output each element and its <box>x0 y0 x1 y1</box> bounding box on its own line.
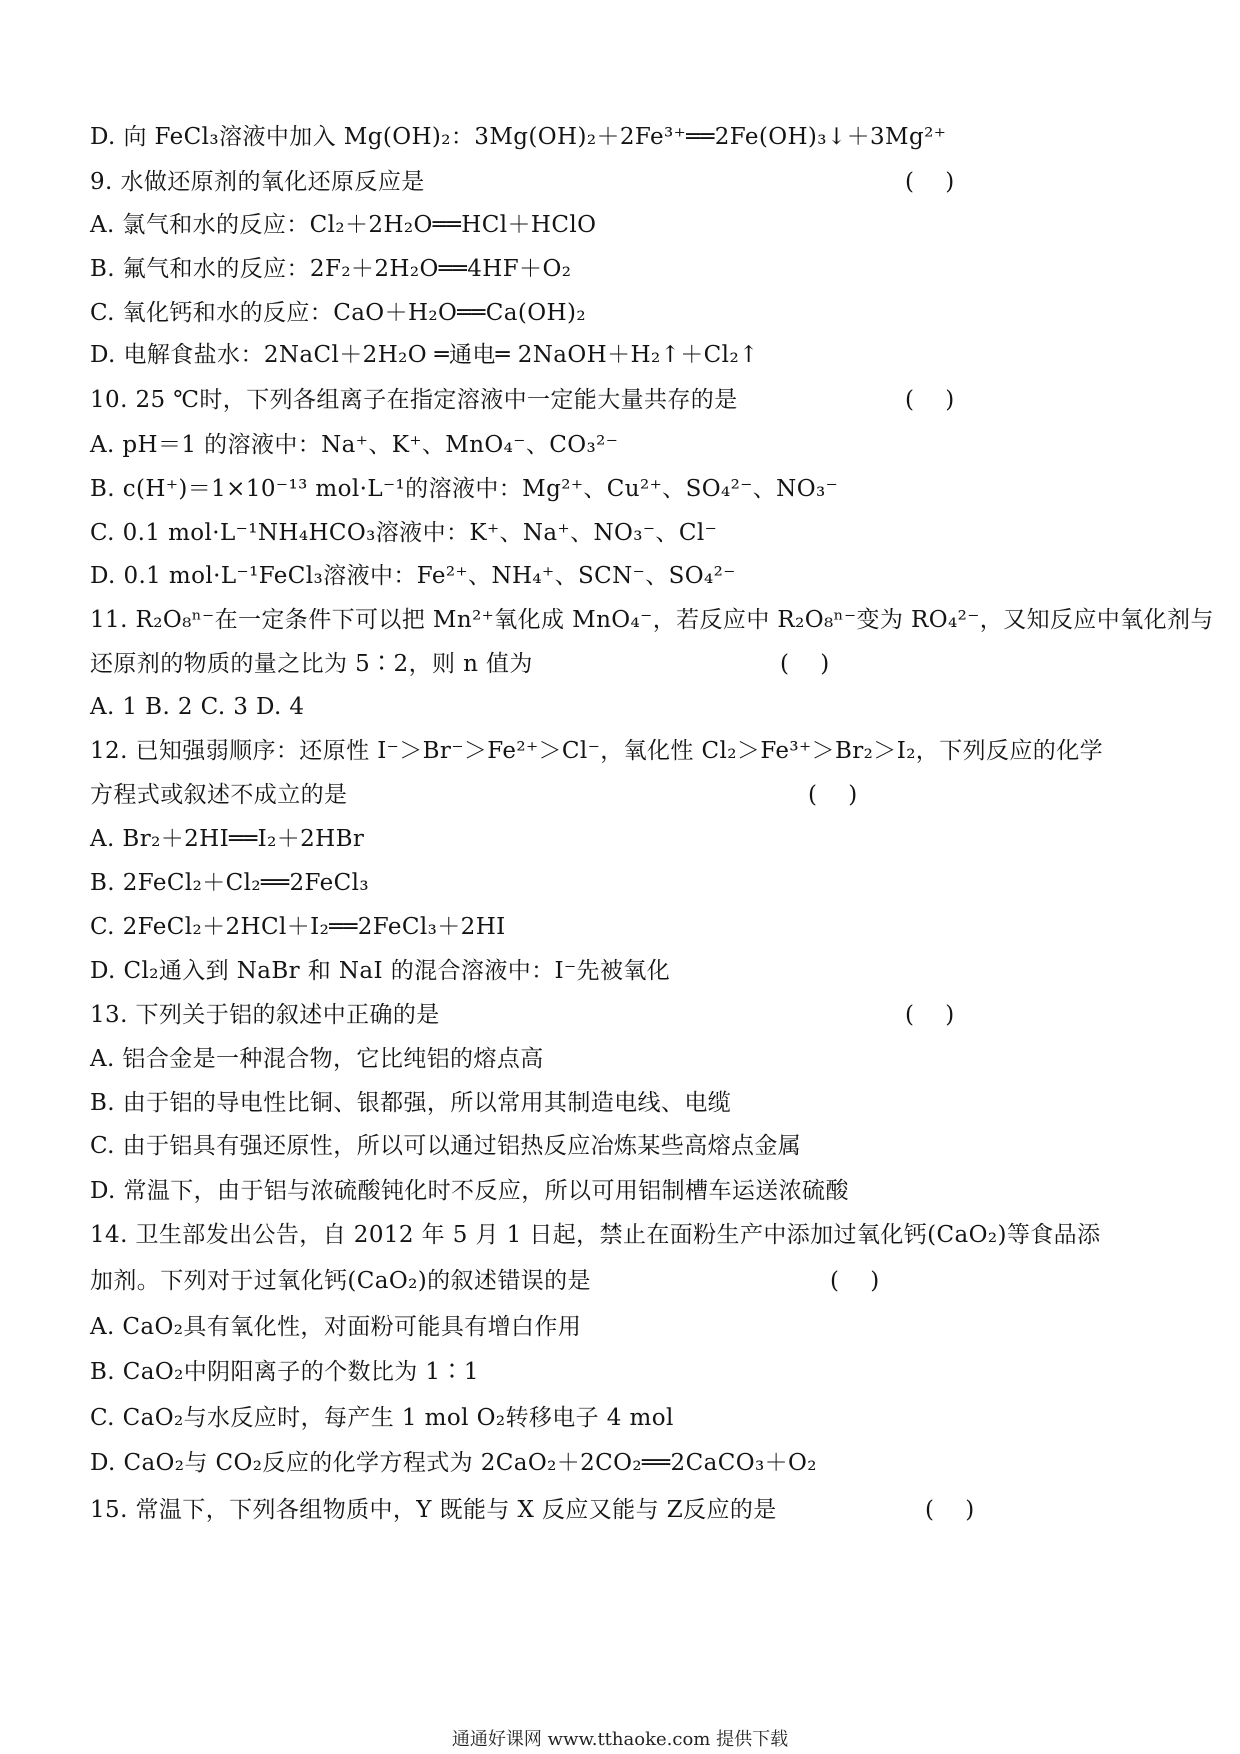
line-q9-d: D. 电解食盐水：2NaCl＋2H₂O ═通电═ 2NaOH＋H₂↑＋Cl₂↑ <box>90 342 759 368</box>
line-q14-c: C. CaO₂与水反应时，每产生 1 mol O₂转移电子 4 mol <box>90 1405 674 1431</box>
answer-bracket-q12-stem-2: ( ) <box>808 782 858 808</box>
line-q14-d: D. CaO₂与 CO₂反应的化学方程式为 2CaO₂＋2CO₂══2CaCO₃＋O₂ <box>90 1450 817 1476</box>
page-footer: 通通好课网 www.tthaoke.com 提供下载 <box>451 1729 789 1750</box>
line-q14-b: B. CaO₂中阴阳离子的个数比为 1∶1 <box>90 1359 479 1385</box>
answer-bracket-q13-stem: ( ) <box>905 1002 955 1028</box>
answer-bracket-q10-stem: ( ) <box>905 387 955 413</box>
line-q9-a: A. 氯气和水的反应：Cl₂＋2H₂O══HCl＋HClO <box>90 212 597 238</box>
line-q9-c: C. 氧化钙和水的反应：CaO＋H₂O══Ca(OH)₂ <box>90 300 586 326</box>
line-q12-a: A. Br₂＋2HI══I₂＋2HBr <box>90 826 365 852</box>
line-q10-b: B. c(H⁺)＝1×10⁻¹³ mol·L⁻¹的溶液中：Mg²⁺、Cu²⁺、SO₄²⁻、NO₃⁻ <box>90 476 839 502</box>
line-q13-c: C. 由于铝具有强还原性，所以可以通过铝热反应冶炼某些高熔点金属 <box>90 1133 802 1159</box>
line-q9-b: B. 氟气和水的反应：2F₂＋2H₂O══4HF＋O₂ <box>90 256 572 282</box>
line-q13-b: B. 由于铝的导电性比铜、银都强，所以常用其制造电线、电缆 <box>90 1090 732 1116</box>
line-q12-b: B. 2FeCl₂＋Cl₂══2FeCl₃ <box>90 870 370 896</box>
answer-bracket-q11-stem-2: ( ) <box>780 651 830 677</box>
answer-bracket-q15-stem: ( ) <box>925 1497 975 1523</box>
line-q15-stem: 15. 常温下，下列各组物质中，Y 既能与 X 反应又能与 Z反应的是 <box>90 1497 777 1523</box>
line-q8-d: D. 向 FeCl₃溶液中加入 Mg(OH)₂：3Mg(OH)₂＋2Fe³⁺══2Fe(OH)₃↓＋3Mg²⁺ <box>90 124 947 150</box>
line-q12-c: C. 2FeCl₂＋2HCl＋I₂══2FeCl₃＋2HI <box>90 914 506 940</box>
line-q10-c: C. 0.1 mol·L⁻¹NH₄HCO₃溶液中：K⁺、Na⁺、NO₃⁻、Cl⁻ <box>90 520 718 546</box>
line-q10-stem: 10. 25 ℃时，下列各组离子在指定溶液中一定能大量共存的是 <box>90 387 738 413</box>
line-q14-stem-2: 加剂。下列对于过氧化钙(CaO₂)的叙述错误的是 <box>90 1268 591 1294</box>
line-q9-stem: 9. 水做还原剂的氧化还原反应是 <box>90 169 425 195</box>
line-q10-d: D. 0.1 mol·L⁻¹FeCl₃溶液中：Fe²⁺、NH₄⁺、SCN⁻、SO₄²⁻ <box>90 563 736 589</box>
line-q12-d: D. Cl₂通入到 NaBr 和 NaI 的混合溶液中：I⁻先被氧化 <box>90 958 671 984</box>
line-q14-stem-1: 14. 卫生部发出公告，自 2012 年 5 月 1 日起，禁止在面粉生产中添加过氧化钙(CaO₂)等食品添 <box>90 1222 1101 1248</box>
line-q12-stem-2: 方程式或叙述不成立的是 <box>90 782 348 808</box>
answer-bracket-q9-stem: ( ) <box>905 169 955 195</box>
line-q13-a: A. 铝合金是一种混合物，它比纯铝的熔点高 <box>90 1046 544 1072</box>
line-q13-d: D. 常温下，由于铝与浓硫酸钝化时不反应，所以可用铝制槽车运送浓硫酸 <box>90 1178 849 1204</box>
line-q12-stem-1: 12. 已知强弱顺序：还原性 I⁻＞Br⁻＞Fe²⁺＞Cl⁻，氧化性 Cl₂＞Fe³⁺＞Br₂＞I₂，下列反应的化学 <box>90 738 1104 764</box>
line-q11-stem-1: 11. R₂O₈ⁿ⁻在一定条件下可以把 Mn²⁺氧化成 MnO₄⁻，若反应中 R₂O₈ⁿ⁻变为 RO₄²⁻，又知反应中氧化剂与 <box>90 607 1214 633</box>
answer-bracket-q14-stem-2: ( ) <box>830 1268 880 1294</box>
line-q14-a: A. CaO₂具有氧化性，对面粉可能具有增白作用 <box>90 1314 582 1340</box>
line-q11-stem-2: 还原剂的物质的量之比为 5∶2，则 n 值为 <box>90 651 533 677</box>
line-q11-options: A. 1 B. 2 C. 3 D. 4 <box>90 694 305 720</box>
line-q13-stem: 13. 下列关于铝的叙述中正确的是 <box>90 1002 440 1028</box>
line-q10-a: A. pH＝1 的溶液中：Na⁺、K⁺、MnO₄⁻、CO₃²⁻ <box>90 432 619 458</box>
